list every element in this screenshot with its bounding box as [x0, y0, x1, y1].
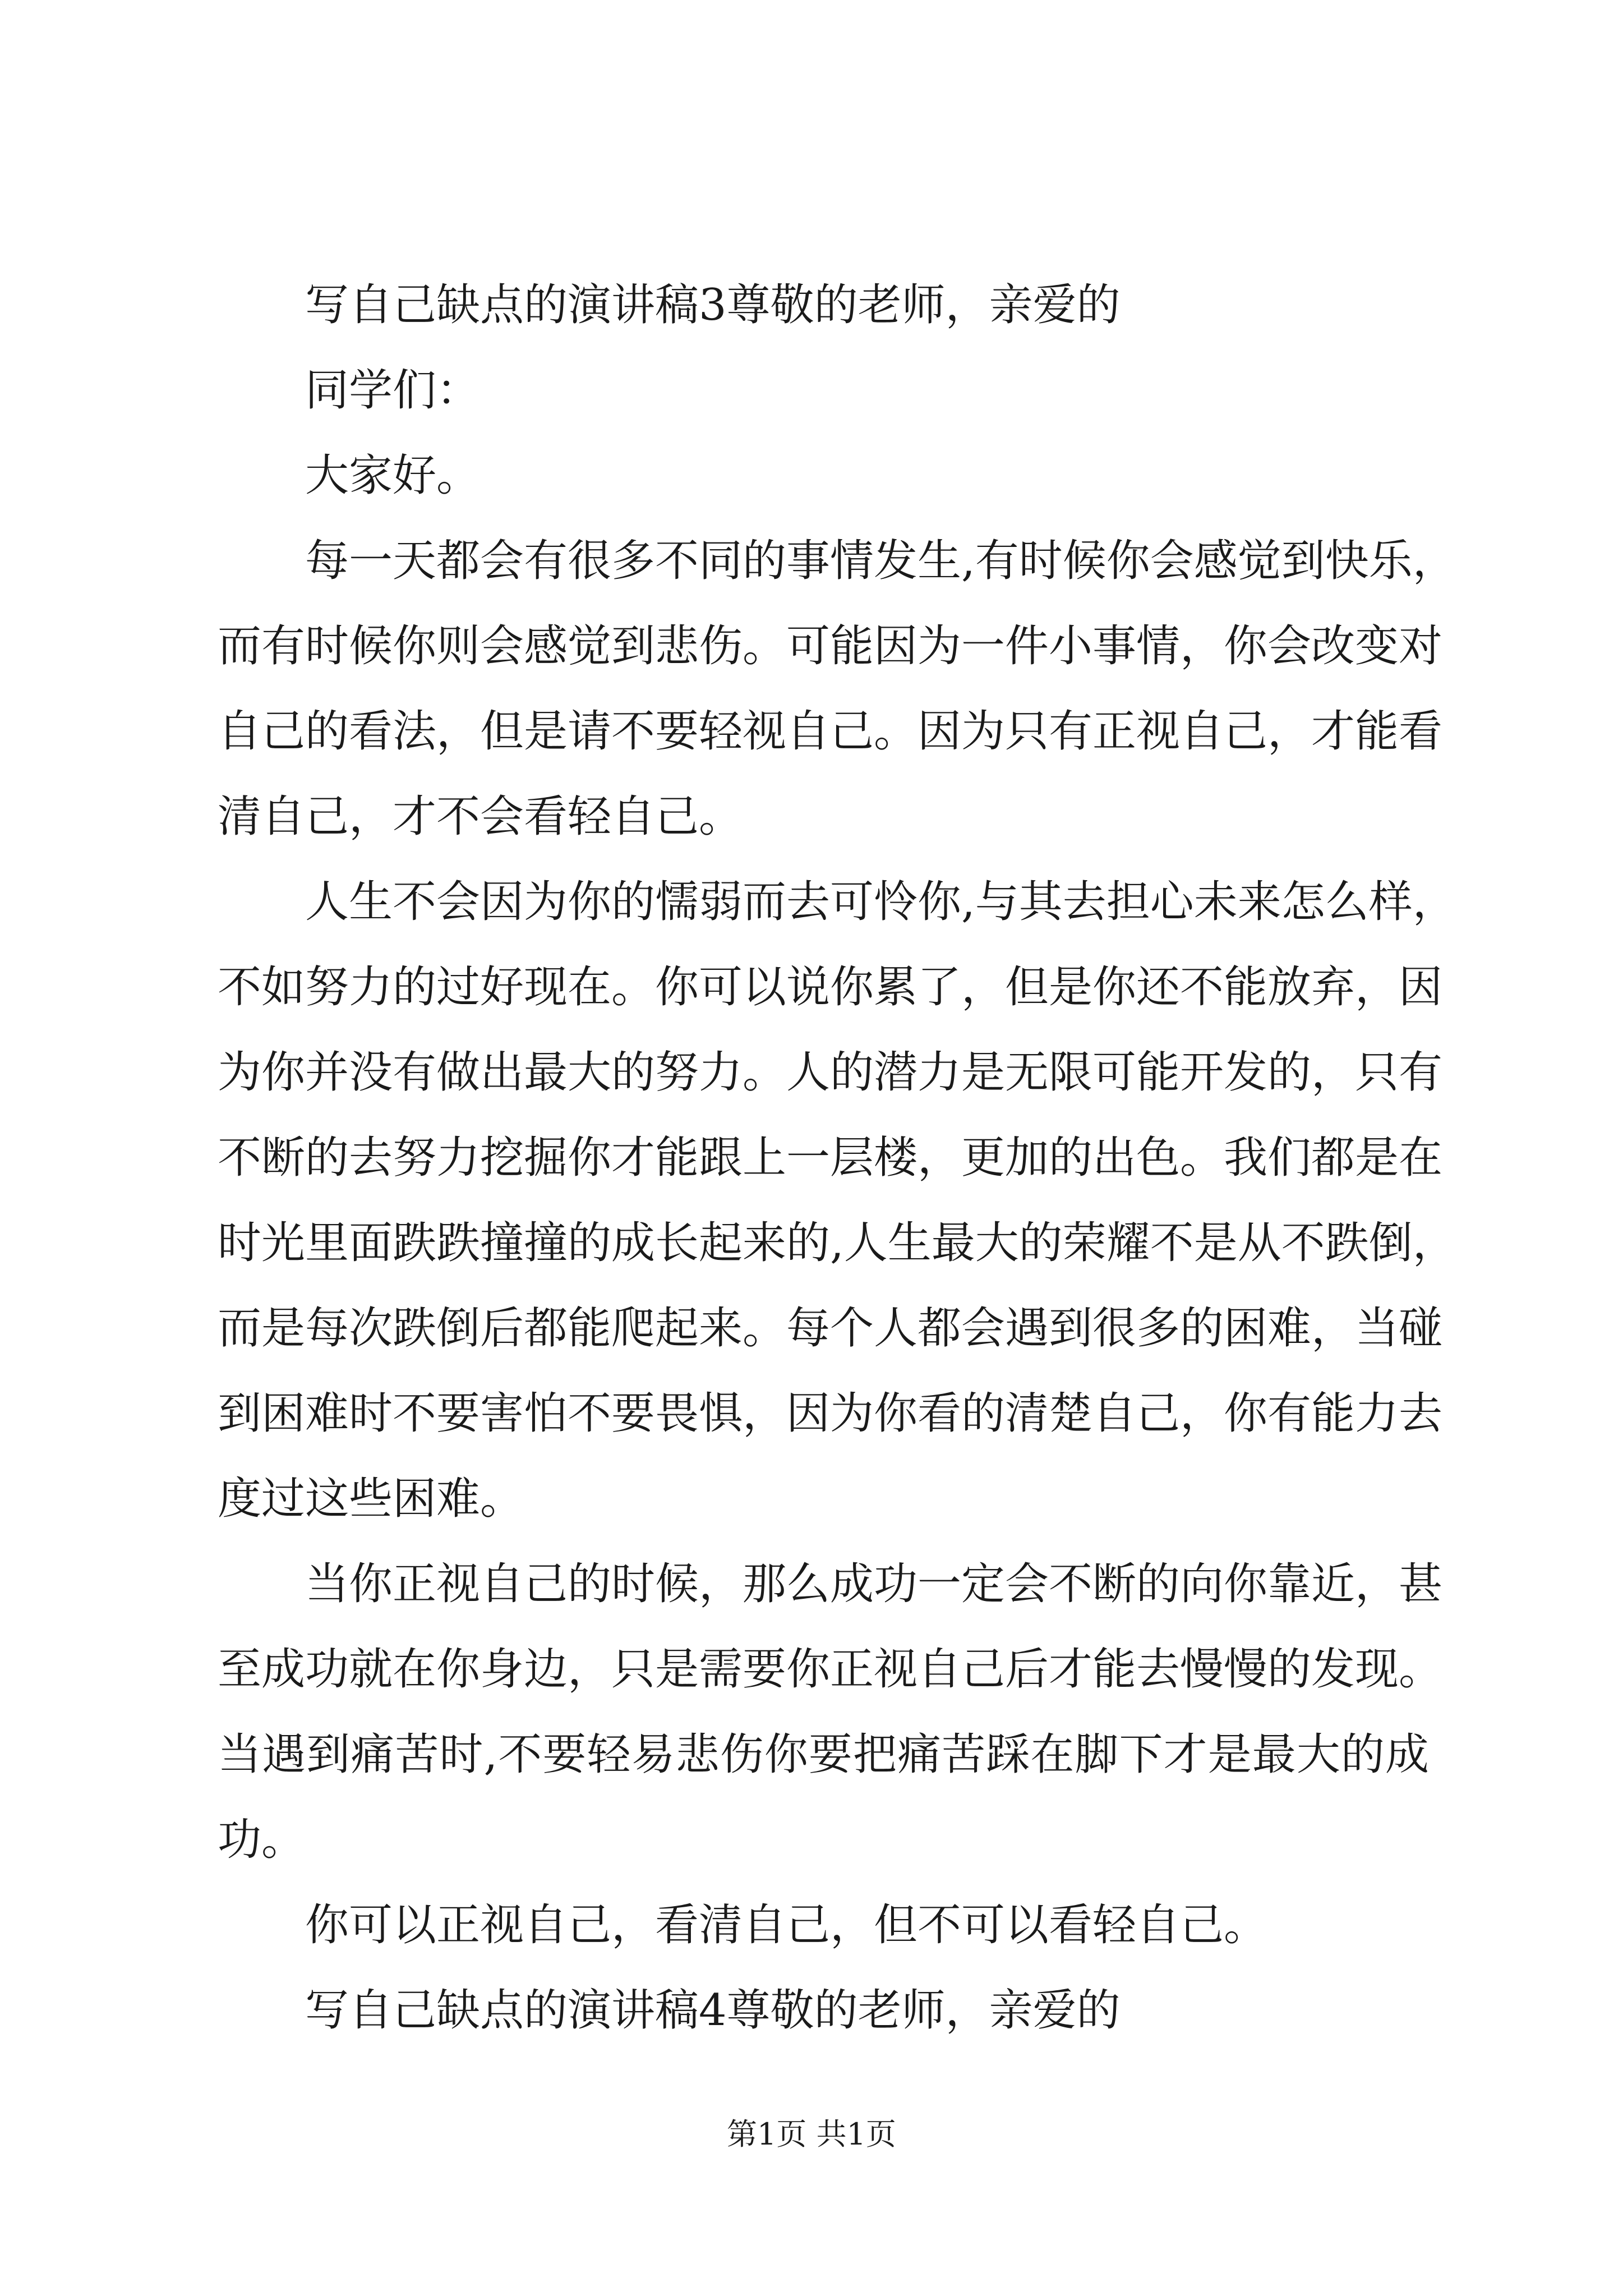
paragraph-2-line-4: 不断的去努力挖掘你才能跟上一层楼，更加的出色。我们都是在: [218, 1133, 1443, 1183]
paragraph-4: 你可以正视自己，看清自己，但不可以看轻自己。: [305, 1900, 1268, 1950]
speech-title-4: 写自己缺点的演讲稿4尊敬的老师，亲爱的: [305, 1985, 1121, 2036]
salutation: 同学们：: [305, 365, 481, 416]
greeting: 大家好。: [305, 450, 481, 501]
document-body: [218, 263, 1456, 2053]
paragraph-1-line-4: 清自己，才不会看轻自己。: [218, 792, 743, 842]
paragraph-1-line-1: 每一天都会有很多不同的事情发生,有时候你会感觉到快乐，: [305, 536, 1456, 586]
paragraph-2-line-1: 人生不会因为你的懦弱而去可怜你,与其去担心未来怎么样，: [305, 877, 1456, 927]
paragraph-2-line-5: 时光里面跌跌撞撞的成长起来的,人生最大的荣耀不是从不跌倒，: [218, 1218, 1456, 1268]
paragraph-3-line-1: 当你正视自己的时候，那么成功一定会不断的向你靠近，甚: [305, 1559, 1443, 1609]
paragraph-1-line-3: 自己的看法，但是请不要轻视自己。因为只有正视自己，才能看: [218, 706, 1443, 757]
page-number-footer: 第1页 共1页: [727, 2116, 896, 2152]
paragraph-2-line-8: 度过这些困难。: [218, 1474, 524, 1524]
paragraph-2-line-6: 而是每次跌倒后都能爬起来。每个人都会遇到很多的困难，当碰: [218, 1303, 1443, 1354]
paragraph-3-line-3: 当遇到痛苦时,不要轻易悲伤你要把痛苦踩在脚下才是最大的成: [218, 1729, 1429, 1780]
paragraph-2-line-2: 不如努力的过好现在。你可以说你累了，但是你还不能放弃，因: [218, 962, 1443, 1013]
paragraph-3-line-4: 功。: [218, 1815, 306, 1865]
paragraph-1-line-2: 而有时候你则会感觉到悲伤。可能因为一件小事情，你会改变对: [218, 621, 1443, 671]
paragraph-3-line-2: 至成功就在你身边，只是需要你正视自己后才能去慢慢的发现。: [218, 1644, 1443, 1695]
speech-title-3: 写自己缺点的演讲稿3尊敬的老师，亲爱的: [305, 280, 1121, 330]
paragraph-2-line-3: 为你并没有做出最大的努力。人的潜力是无限可能开发的，只有: [218, 1047, 1443, 1098]
paragraph-2-line-7: 到困难时不要害怕不要畏惧，因为你看的清楚自己，你有能力去: [218, 1388, 1443, 1439]
